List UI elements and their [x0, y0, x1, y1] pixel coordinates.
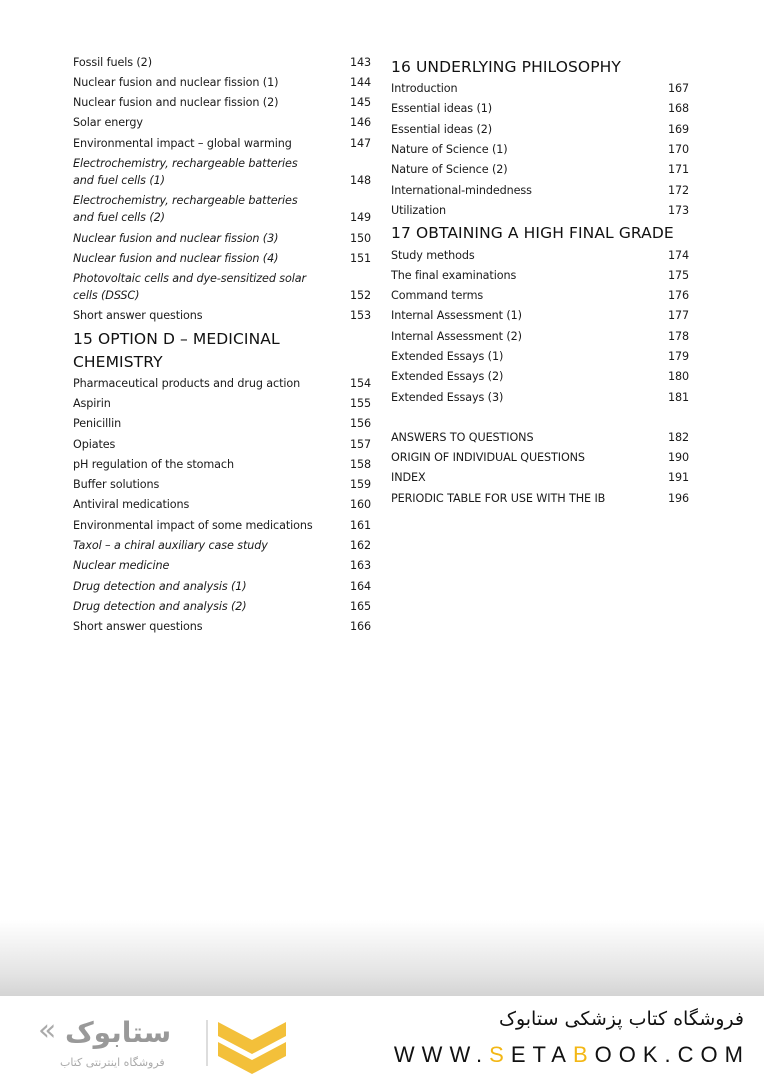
toc-entry-page: 145 — [349, 96, 371, 110]
setabook-banner — [0, 996, 764, 1080]
toc-entry-page: 153 — [349, 309, 371, 323]
toc-entry-title: Fossil fuels (2) — [73, 55, 152, 69]
toc-entry-title: Nuclear fusion and nuclear fission (2) — [73, 96, 279, 110]
toc-entry-title: Solar energy — [73, 116, 143, 130]
toc-entry-title: Essential ideas (1) — [391, 102, 492, 116]
page-shadow — [0, 920, 764, 996]
toc-entry-title: Nature of Science (2) — [391, 163, 508, 177]
toc-entry[interactable] — [391, 367, 689, 387]
toc-entry-title: The final examinations — [391, 268, 517, 282]
toc-entry-page: 196 — [667, 491, 689, 505]
toc-entry[interactable] — [391, 387, 689, 407]
toc-entry-title: ORIGIN OF INDIVIDUAL QUESTIONS — [391, 451, 585, 465]
toc-entry-page: 147 — [349, 136, 371, 150]
toc-entry[interactable] — [73, 515, 371, 535]
toc-entry-title: Penicillin — [73, 417, 122, 431]
toc-entry[interactable] — [73, 153, 371, 190]
toc-entry-page: 177 — [667, 309, 689, 323]
toc-entry-title: Nature of Science (1) — [391, 142, 508, 156]
toc-entry-page: 173 — [667, 203, 689, 217]
toc-entry-title: Study methods — [391, 248, 475, 262]
toc-entry-title: Nuclear fusion and nuclear fission (3) — [73, 231, 279, 245]
toc-entry-title: Aspirin — [73, 397, 111, 411]
toc-entry-title: ANSWERS TO QUESTIONS — [391, 430, 534, 444]
toc-entry-title: Nuclear fusion and nuclear fission (1) — [73, 75, 279, 89]
toc-entry-page: 165 — [349, 599, 371, 613]
toc-entry-page: 191 — [667, 471, 689, 485]
toc-entry[interactable] — [73, 228, 371, 248]
toc-entry-title: Extended Essays (1) — [391, 350, 504, 364]
toc-entry-page: 159 — [349, 478, 371, 492]
toc-entry-title: Nuclear medicine — [73, 559, 170, 573]
toc-entry-title: Utilization — [391, 203, 446, 217]
toc-entry-page: 148 — [349, 174, 371, 188]
toc-entry-title: Extended Essays (3) — [391, 390, 504, 404]
toc-entry[interactable] — [73, 393, 371, 413]
toc-entry-page: 151 — [349, 251, 371, 265]
toc-entry-page: 182 — [667, 430, 689, 444]
toc-entry-page: 179 — [667, 350, 689, 364]
toc-entry[interactable] — [73, 535, 371, 555]
toc-left-column — [73, 52, 371, 637]
toc-entry-page: 166 — [349, 620, 371, 634]
store-name: فروشگاه کتاب پزشکی ستابوک — [498, 1008, 744, 1030]
toc-entry[interactable] — [391, 139, 689, 159]
toc-entry[interactable] — [391, 200, 689, 220]
toc-entry-page: 171 — [667, 163, 689, 177]
logo-chevrons-icon: « — [38, 1013, 57, 1048]
section-heading: 17 OBTAINING A HIGH FINAL GRADE — [391, 224, 674, 243]
toc-entry-page: 161 — [349, 518, 371, 532]
toc-entry[interactable] — [73, 454, 371, 474]
toc-entry-page: 176 — [667, 289, 689, 303]
toc-entry-title: Internal Assessment (2) — [391, 329, 522, 343]
toc-entry-title: Pharmaceutical products and drug action — [73, 376, 301, 390]
toc-entry-page: 164 — [349, 579, 371, 593]
toc-entry-title: Electrochemistry, rechargeable batteries and fuel cells (2) — [73, 194, 298, 225]
toc-entry[interactable] — [73, 93, 371, 113]
toc-entry[interactable] — [391, 448, 689, 468]
toc-entry[interactable] — [73, 414, 371, 434]
toc-entry-page: 168 — [667, 102, 689, 116]
logo-wordmark: ستابوک — [65, 1016, 172, 1049]
toc-entry-title: International-mindedness — [391, 183, 532, 197]
toc-entry-page: 167 — [667, 82, 689, 96]
toc-entry[interactable] — [73, 495, 371, 515]
toc-entry-page: 154 — [349, 376, 371, 390]
toc-entry-title: Taxol – a chiral auxiliary case study — [73, 538, 268, 552]
toc-entry-title: Nuclear fusion and nuclear fission (4) — [73, 251, 279, 265]
toc-entry[interactable] — [73, 475, 371, 495]
toc-entry-title: Environmental impact of some medications — [73, 518, 313, 532]
toc-entry-title: Environmental impact – global warming — [73, 136, 292, 150]
toc-entry-page: 158 — [349, 457, 371, 471]
store-url[interactable]: WWW.SETABOOK.COM — [393, 1042, 750, 1067]
logo-subtitle: فروشگاه اینترنتی کتاب — [60, 1056, 165, 1069]
toc-entry[interactable] — [391, 119, 689, 139]
toc-entry[interactable] — [73, 434, 371, 454]
toc-entry-page: 175 — [667, 268, 689, 282]
toc-entry-title: Buffer solutions — [73, 478, 160, 492]
toc-entry-title: Electrochemistry, rechargeable batteries and fuel cells (1) — [73, 157, 298, 188]
toc-entry[interactable] — [391, 346, 689, 366]
toc-entry-page: 170 — [667, 142, 689, 156]
toc-entry[interactable] — [391, 245, 689, 265]
toc-entry-page: 181 — [667, 390, 689, 404]
toc-entry[interactable] — [73, 191, 371, 228]
toc-entry-title: Short answer questions — [73, 620, 203, 634]
toc-entry[interactable] — [73, 373, 371, 393]
toc-entry[interactable] — [391, 427, 689, 447]
toc-entry-page: 152 — [349, 289, 371, 303]
toc-entry-page: 160 — [349, 498, 371, 512]
toc-entry[interactable] — [73, 269, 371, 306]
toc-entry-title: Internal Assessment (1) — [391, 309, 522, 323]
toc-entry-page: 156 — [349, 417, 371, 431]
toc-entry[interactable] — [73, 113, 371, 133]
toc-entry-title: Drug detection and analysis (2) — [73, 599, 247, 613]
logo-chevron-mark-icon — [218, 1022, 286, 1074]
toc-entry-title: PERIODIC TABLE FOR USE WITH THE IB — [391, 491, 606, 505]
setabook-logo — [30, 1010, 300, 1074]
toc-entry[interactable] — [391, 468, 689, 488]
toc-entry[interactable] — [73, 596, 371, 616]
toc-entry-title: INDEX — [391, 471, 426, 485]
toc-entry-page: 143 — [349, 55, 371, 69]
toc-entry-title: Essential ideas (2) — [391, 122, 492, 136]
toc-entry[interactable] — [391, 99, 689, 119]
toc-entry-title: Command terms — [391, 289, 484, 303]
section-heading: 15 OPTION D – MEDICINAL CHEMISTRY — [73, 330, 280, 371]
toc-entry[interactable] — [73, 248, 371, 268]
toc-entry-page: 144 — [349, 75, 371, 89]
toc-entry-page: 146 — [349, 116, 371, 130]
toc-entry[interactable] — [391, 180, 689, 200]
section-gap — [391, 407, 689, 427]
toc-entry-title: Antiviral medications — [73, 498, 190, 512]
toc-entry-title: Short answer questions — [73, 309, 203, 323]
toc-entry-title: Photovoltaic cells and dye-sensitized solar cells (DSSC) — [73, 272, 307, 303]
toc-entry-title: Extended Essays (2) — [391, 370, 504, 384]
toc-entry[interactable] — [391, 326, 689, 346]
toc-entry[interactable] — [73, 556, 371, 576]
toc-entry-title: Drug detection and analysis (1) — [73, 579, 247, 593]
toc-entry-page: 190 — [667, 451, 689, 465]
toc-entry-page: 149 — [349, 211, 371, 225]
section-heading: 16 UNDERLYING PHILOSOPHY — [391, 58, 622, 76]
toc-entry-page: 169 — [667, 122, 689, 136]
toc-entry[interactable] — [391, 488, 689, 508]
toc-entry-page: 155 — [349, 397, 371, 411]
toc-entry[interactable] — [73, 306, 371, 326]
toc-entry-page: 180 — [667, 370, 689, 384]
toc-entry-title: Introduction — [391, 82, 458, 96]
toc-entry-page: 172 — [667, 183, 689, 197]
toc-entry-page: 150 — [349, 231, 371, 245]
toc-entry[interactable] — [391, 265, 689, 285]
toc-entry-title: pH regulation of the stomach — [73, 457, 234, 471]
toc-entry[interactable] — [391, 306, 689, 326]
toc-entry-page: 157 — [349, 437, 371, 451]
toc-entry[interactable] — [73, 616, 371, 636]
toc-entry-title: Opiates — [73, 437, 116, 451]
toc-entry-page: 174 — [667, 248, 689, 262]
toc-entry[interactable] — [391, 286, 689, 306]
toc-entry-page: 162 — [349, 538, 371, 552]
toc-entry[interactable] — [391, 79, 689, 99]
toc-entry-page: 163 — [349, 559, 371, 573]
toc-entry[interactable] — [391, 160, 689, 180]
toc-entry-page: 178 — [667, 329, 689, 343]
toc-right-column — [391, 54, 689, 508]
toc-entry[interactable] — [73, 72, 371, 92]
toc-entry[interactable] — [73, 52, 371, 72]
toc-entry[interactable] — [73, 133, 371, 153]
toc-entry[interactable] — [73, 576, 371, 596]
